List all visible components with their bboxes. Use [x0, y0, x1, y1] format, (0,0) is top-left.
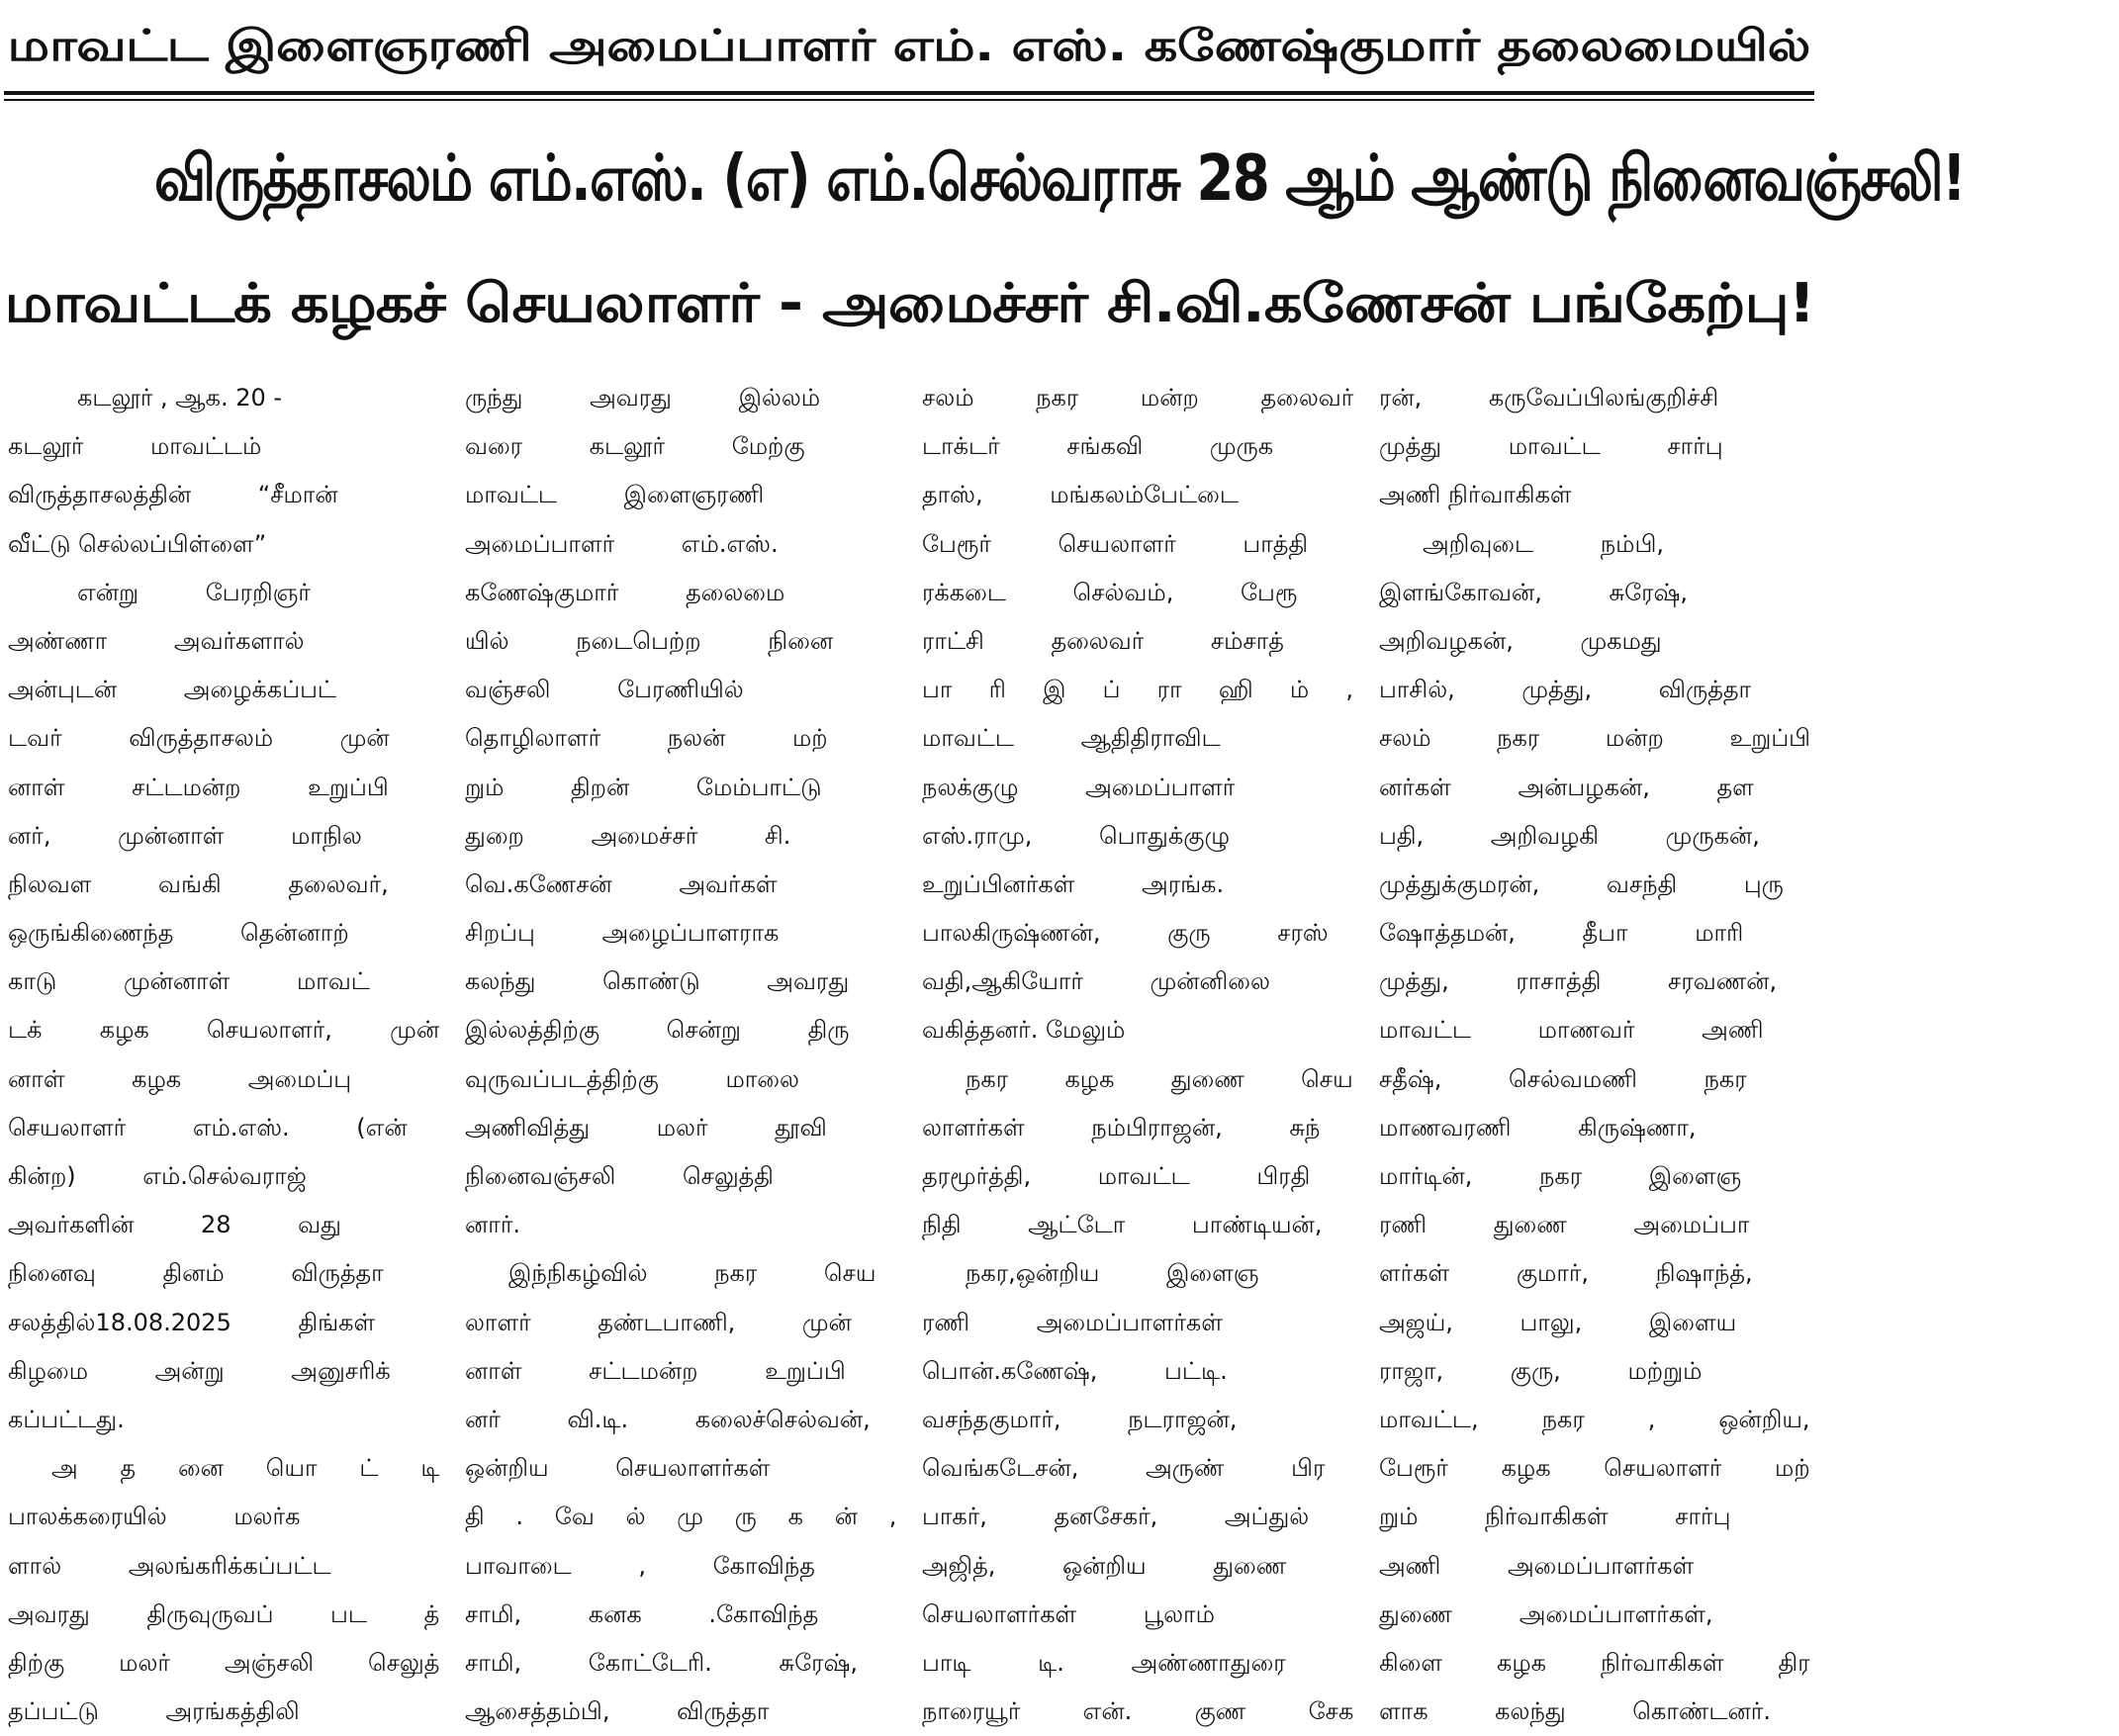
text-line [8, 714, 439, 763]
text-line-content: மாவட்ட மாணவர் அணி [1379, 1016, 1764, 1045]
text-line [8, 1104, 439, 1152]
text-line [465, 812, 896, 861]
text-line-content: னர், முன்னாள் மாநில [8, 821, 362, 850]
text-line-content: நினைவஞ்சலி செலுத்தி [465, 1162, 774, 1190]
text-line [1379, 1444, 1810, 1493]
text-line [1379, 1639, 1810, 1688]
text-line-content: நிலவள வங்கி தலைவர், [8, 869, 389, 898]
text-line [8, 1396, 439, 1444]
text-line [465, 1055, 896, 1104]
text-line-content: மாணவரணி கிருஷ்ணா, [1379, 1113, 1697, 1142]
text-line-content: வெ.கணேசன் அவர்கள் [465, 869, 778, 898]
text-line-content: சலம் நகர மன்ற உறுப்பி [1379, 724, 1811, 753]
text-line-content: கடலூர் , ஆக. 20 - [77, 384, 283, 411]
text-line-content: இந்நிகழ்வில் நகர செய [508, 1259, 876, 1288]
text-line [465, 374, 896, 422]
text-line [922, 1299, 1353, 1347]
text-line [8, 764, 439, 812]
text-line [1379, 1396, 1810, 1444]
text-line [8, 909, 439, 958]
text-line-content: லாளர் தண்டபாணி, முன் [465, 1308, 852, 1336]
text-line-content: துணை அமைப்பாளர்கள், [1379, 1599, 1713, 1628]
text-line-content: கலந்து கொண்டு அவரது [465, 967, 850, 996]
text-line-content: பாடி டி. அண்ணாதுரை [922, 1648, 1286, 1677]
text-line-content: அவரது திருவுருவப் பட த் [8, 1599, 440, 1628]
text-line-content: அண்ணா அவர்களால் [8, 626, 305, 655]
text-line-content: செயலாளர்கள் பூலாம் [922, 1599, 1215, 1628]
text-line [465, 1299, 896, 1347]
text-line [1379, 471, 1810, 519]
text-line [8, 374, 439, 422]
text-line-content: நலக்குழு அமைப்பாளர் [922, 773, 1236, 801]
text-line [1379, 1104, 1810, 1152]
text-line [1379, 1299, 1810, 1347]
text-line-content: ரணி அமைப்பாளர்கள் [922, 1308, 1223, 1336]
text-line [465, 1006, 896, 1054]
text-line [8, 1639, 439, 1688]
text-line [922, 812, 1353, 861]
text-line-content: அணி அமைப்பாளர்கள் [1379, 1551, 1695, 1580]
text-line-content: வரை கடலூர் மேற்கு [465, 432, 805, 461]
text-line-content: கப்பட்டது. [8, 1405, 125, 1433]
text-line [922, 569, 1353, 617]
text-line-content: னாள் சட்டமன்ற உறுப்பி [8, 773, 389, 801]
text-line [922, 861, 1353, 909]
text-line [465, 520, 896, 569]
text-line-content: ஆசைத்தம்பி, விருத்தா [465, 1697, 770, 1726]
text-line-content: முத்துக்குமரன், வசந்தி புரு [1379, 869, 1784, 898]
text-line [922, 471, 1353, 519]
text-line [1379, 1249, 1810, 1298]
text-line-content: லாளர்கள் நம்பிராஜன், சுந் [922, 1113, 1321, 1142]
text-line [922, 1396, 1353, 1444]
text-line [465, 569, 896, 617]
text-line-content: னர்கள் அன்பழகன், தள [1379, 773, 1754, 801]
article-column-1 [8, 374, 440, 1726]
headline [0, 125, 1966, 233]
text-line-content: உறுப்பினர்கள் அரங்க. [922, 869, 1225, 898]
text-line [1379, 1493, 1810, 1541]
text-line-content: அவர்களின் 28 வது [8, 1211, 341, 1239]
text-line [8, 1152, 439, 1201]
subheadline [0, 259, 1818, 348]
text-line-content: இல்லத்திற்கு சென்று திரு [465, 1016, 850, 1045]
text-line-content: நாரையூர் என். குண சேக [922, 1697, 1354, 1726]
text-line-content: அ த னை யொ ட் டி [51, 1454, 440, 1483]
text-line [1379, 666, 1810, 714]
text-line [1379, 1055, 1810, 1104]
text-line-content: சிறப்பு அழைப்பாளராக [465, 919, 780, 948]
text-line-content: பாலகிருஷ்ணன், குரு சரஸ் [922, 919, 1329, 948]
text-line [1379, 1006, 1810, 1054]
text-line-content: சலம் நகர மன்ற தலைவர் [922, 384, 1354, 411]
text-line-content: னார். [465, 1211, 520, 1239]
text-line-content: மாவட்ட இளைஞரணி [465, 481, 765, 509]
text-line [465, 909, 896, 958]
text-line-content: கின்ற) எம்.செல்வராஜ் [8, 1162, 307, 1190]
text-line-content: பொன்.கணேஷ், பட்டி. [922, 1356, 1228, 1385]
text-line-content: நிதி ஆட்டோ பாண்டியன், [922, 1211, 1323, 1239]
text-line [465, 1249, 896, 1298]
text-line [1379, 958, 1810, 1006]
heading-text: விருத்தாசலம் எம்.எஸ். (எ) எம்.செல்வராசு 28 ஆம் ஆண்டு நினைவஞ்சலி! [154, 142, 1966, 216]
text-line [922, 520, 1353, 569]
text-line [8, 1591, 439, 1639]
text-line-content: பா ரி இ ப் ரா ஹி ம் , [922, 676, 1353, 704]
text-line [465, 1104, 896, 1152]
text-line [922, 714, 1353, 763]
text-line [922, 1493, 1353, 1541]
text-line [1379, 1201, 1810, 1249]
text-line [465, 714, 896, 763]
text-line [8, 471, 439, 519]
divider-rule [4, 91, 1814, 95]
text-line-content: மார்டின், நகர இளைஞ [1379, 1162, 1742, 1190]
text-line [465, 1639, 896, 1688]
text-line [465, 958, 896, 1006]
text-line [1379, 812, 1810, 861]
text-line [465, 666, 896, 714]
text-line-content: னாள் கழக அமைப்பு [8, 1064, 352, 1093]
text-line-content: பேரூர் கழக செயலாளர் மற் [1379, 1454, 1810, 1483]
text-line-content: மாவட்ட ஆதிதிராவிட [922, 724, 1221, 753]
heading-text: மாவட்ட இளைஞரணி அமைப்பாளர் எம். எஸ். கணேஷ்குமார் தலைமையில் [7, 21, 1811, 71]
text-line-content: ரணி துணை அமைப்பா [1379, 1211, 1750, 1239]
text-line-content: திற்கு மலர் அஞ்சலி செலுத் [8, 1648, 440, 1677]
text-line-content: னர் வி.டி. கலைச்செல்வன், [465, 1405, 871, 1433]
text-line [8, 1201, 439, 1249]
text-line-content: ருந்து அவரது இல்லம் [465, 384, 821, 411]
text-line-content: முத்து, ராசாத்தி சரவணன், [1379, 967, 1778, 996]
text-line [465, 764, 896, 812]
text-line [1379, 374, 1810, 422]
text-line-content: ளர்கள் குமார், நிஷாந்த், [1379, 1259, 1753, 1288]
text-line [465, 422, 896, 471]
text-line [465, 1591, 896, 1639]
text-line-content: அறிவழகன், முகமது [1379, 626, 1662, 655]
text-line [922, 1006, 1353, 1054]
text-line-content: ராட்சி தலைவர் சம்சாத் [922, 626, 1284, 655]
text-line [8, 1055, 439, 1104]
text-line [8, 1299, 439, 1347]
text-line-content: றும் திறன் மேம்பாட்டு [465, 773, 822, 801]
text-line [1379, 422, 1810, 471]
text-line [1379, 861, 1810, 909]
text-line [922, 1444, 1353, 1493]
text-line [8, 1347, 439, 1396]
text-line-content: அணிவித்து மலர் தூவி [465, 1113, 827, 1142]
text-line-content: ரன், கருவேப்பிலங்குறிச்சி [1379, 384, 1719, 411]
text-line-content: பாசில், முத்து, விருத்தா [1379, 676, 1752, 704]
text-line [1379, 909, 1810, 958]
text-line-content: வீட்டு செல்லப்பிள்ளை” [8, 529, 267, 558]
text-line [465, 1444, 896, 1493]
text-line [922, 958, 1353, 1006]
text-line-content: டக் கழக செயலாளர், முன் [8, 1016, 440, 1045]
text-line [922, 909, 1353, 958]
text-line-content: வசந்தகுமார், நடராஜன், [922, 1405, 1238, 1433]
text-line [922, 666, 1353, 714]
text-line [8, 1493, 439, 1541]
divider-rule [4, 99, 1814, 101]
text-line-content: கிழமை அன்று அனுசரிக் [8, 1356, 391, 1385]
text-line [8, 1688, 439, 1736]
text-line [465, 1542, 896, 1591]
text-line [922, 1055, 1353, 1104]
text-line [465, 861, 896, 909]
text-line [922, 1347, 1353, 1396]
text-line-content: காடு முன்னாள் மாவட் [8, 967, 370, 996]
text-line [1379, 1688, 1810, 1736]
text-line [465, 1396, 896, 1444]
text-line-content: செயலாளர் எம்.எஸ். (என் [8, 1113, 408, 1142]
text-line [922, 1542, 1353, 1591]
text-line [1379, 764, 1810, 812]
text-line [922, 1104, 1353, 1152]
text-line [922, 1639, 1353, 1688]
text-line [1379, 1152, 1810, 1201]
text-line [8, 1444, 439, 1493]
text-line-content: வகித்தனர். மேலும் [922, 1016, 1126, 1045]
text-line-content: பாவாடை , கோவிந்த [465, 1551, 815, 1580]
text-line [465, 1201, 896, 1249]
article-column-4 [1379, 374, 1811, 1726]
text-line [8, 1006, 439, 1054]
text-line [8, 666, 439, 714]
text-line [8, 1249, 439, 1298]
text-line-content: அஜித், ஒன்றிய துணை [922, 1551, 1287, 1580]
text-line-content: ஒன்றிய செயலாளர்கள் [465, 1454, 771, 1483]
text-line-content: துறை அமைச்சர் சி. [465, 821, 791, 850]
text-line [922, 374, 1353, 422]
text-line [922, 1201, 1353, 1249]
text-line [8, 861, 439, 909]
text-line-content: ளாக கலந்து கொண்டனர். [1379, 1697, 1771, 1726]
text-line [1379, 1542, 1810, 1591]
text-line [8, 569, 439, 617]
text-line-content: என்று பேரறிஞர் [77, 578, 311, 606]
text-line-content: பேரூர் செயலாளர் பாத்தி [922, 529, 1309, 558]
text-line-content: தி . வே ல் மு ரு க ன் , [465, 1503, 897, 1531]
text-line [1379, 1347, 1810, 1396]
text-line [922, 422, 1353, 471]
text-line [465, 471, 896, 519]
heading-text: மாவட்டக் கழகச் செயலாளர் - அமைச்சர் சி.வி.கணேசன் பங்கேற்பு! [4, 272, 1814, 334]
text-line-content: நகர கழக துணை செய [966, 1064, 1353, 1093]
text-line-content: தப்பட்டு அரங்கத்திலி [8, 1697, 300, 1726]
text-line-content: விருத்தாசலத்தின் “சீமான் [8, 481, 338, 509]
text-line [1379, 569, 1810, 617]
article-column-2 [465, 374, 897, 1726]
text-line-content: ரக்கடை செல்வம், பேரூ [922, 578, 1298, 606]
text-line [1379, 714, 1810, 763]
text-line-content: எஸ்.ராமு, பொதுக்குழு [922, 821, 1231, 850]
text-line-content: சாமி, கனக .கோவிந்த [465, 1599, 819, 1628]
text-line-content: முத்து மாவட்ட சார்பு [1379, 432, 1723, 461]
text-line [1379, 1591, 1810, 1639]
text-line [8, 958, 439, 1006]
text-line [8, 422, 439, 471]
text-line-content: கிளை கழக நிர்வாகிகள் திர [1379, 1648, 1810, 1677]
text-line [922, 764, 1353, 812]
text-line-content: அஜய், பாலு, இளைய [1379, 1308, 1737, 1336]
text-line-content: அறிவுடை நம்பி, [1423, 529, 1664, 558]
text-line-content: ஷோத்தமன், தீபா மாரி [1379, 919, 1744, 948]
text-line-content: ஒருங்கிணைந்த தென்னாற் [8, 919, 349, 948]
text-line [922, 1688, 1353, 1736]
text-line-content: தரமூர்த்தி, மாவட்ட பிரதி [922, 1162, 1311, 1190]
text-line-content: வஞ்சலி பேரணியில் [465, 676, 744, 704]
text-line [1379, 617, 1810, 666]
text-line-content: தாஸ், மங்கலம்பேட்டை [922, 481, 1239, 509]
text-line-content: சலத்தில்18.08.2025 திங்கள் [8, 1308, 376, 1336]
text-line [8, 1542, 439, 1591]
text-line [465, 1688, 896, 1736]
text-line-content: நினைவு தினம் விருத்தா [8, 1259, 384, 1288]
text-line-content: பதி, அறிவழகி முருகன், [1379, 821, 1760, 850]
text-line-content: யில் நடைபெற்ற நினை [465, 626, 834, 655]
text-line [1379, 520, 1810, 569]
text-line-content: நகர,ஒன்றிய இளைஞ [966, 1259, 1259, 1288]
text-line [922, 1249, 1353, 1298]
text-line-content: கணேஷ்குமார் தலைமை [465, 578, 785, 606]
text-line-content: ளால் அலங்கரிக்கப்பட்ட [8, 1551, 331, 1580]
kicker-line [4, 6, 1814, 87]
text-line-content: ராஜா, குரு, மற்றும் [1379, 1356, 1703, 1385]
text-line-content: னாள் சட்டமன்ற உறுப்பி [465, 1356, 846, 1385]
text-line [465, 1347, 896, 1396]
text-line-content: வுருவப்படத்திற்கு மாலை [465, 1064, 799, 1093]
text-line [465, 617, 896, 666]
text-line-content: சதீஷ், செல்வமணி நகர [1379, 1064, 1747, 1093]
text-line-content: அன்புடன் அழைக்கப்பட் [8, 676, 337, 704]
text-line-content: டாக்டர் சங்கவி முருக [922, 432, 1274, 461]
text-line-content: சாமி, கோட்டேரி. சுரேஷ், [465, 1648, 858, 1677]
text-line [8, 617, 439, 666]
text-line-content: வதி,ஆகியோர் முன்னிலை [922, 967, 1270, 996]
text-line-content: அமைப்பாளர் எம்.எஸ். [465, 529, 779, 558]
text-line-content: தொழிலாளர் நலன் மற் [465, 724, 828, 753]
text-line-content: றும் நிர்வாகிகள் சார்பு [1379, 1503, 1731, 1531]
text-line [922, 1152, 1353, 1201]
text-line-content: அணி நிர்வாகிகள் [1379, 481, 1572, 509]
text-line [465, 1493, 896, 1541]
text-line [8, 520, 439, 569]
text-line [465, 1152, 896, 1201]
text-line [8, 812, 439, 861]
text-line [922, 617, 1353, 666]
text-line-content: பாகர், தனசேகர், அப்துல் [922, 1503, 1310, 1531]
text-line [922, 1591, 1353, 1639]
article-column-3 [922, 374, 1354, 1726]
text-line-content: வெங்கடேசன், அருண் பிர [922, 1454, 1326, 1483]
text-line-content: கடலூர் மாவட்டம் [8, 432, 262, 461]
text-line-content: இளங்கோவன், சுரேஷ், [1379, 578, 1689, 606]
text-line-content: மாவட்ட, நகர , ஒன்றிய, [1379, 1405, 1810, 1433]
text-line-content: பாலக்கரையில் மலர்க [8, 1503, 301, 1531]
text-line-content: டவர் விருத்தாசலம் முன் [8, 724, 390, 753]
